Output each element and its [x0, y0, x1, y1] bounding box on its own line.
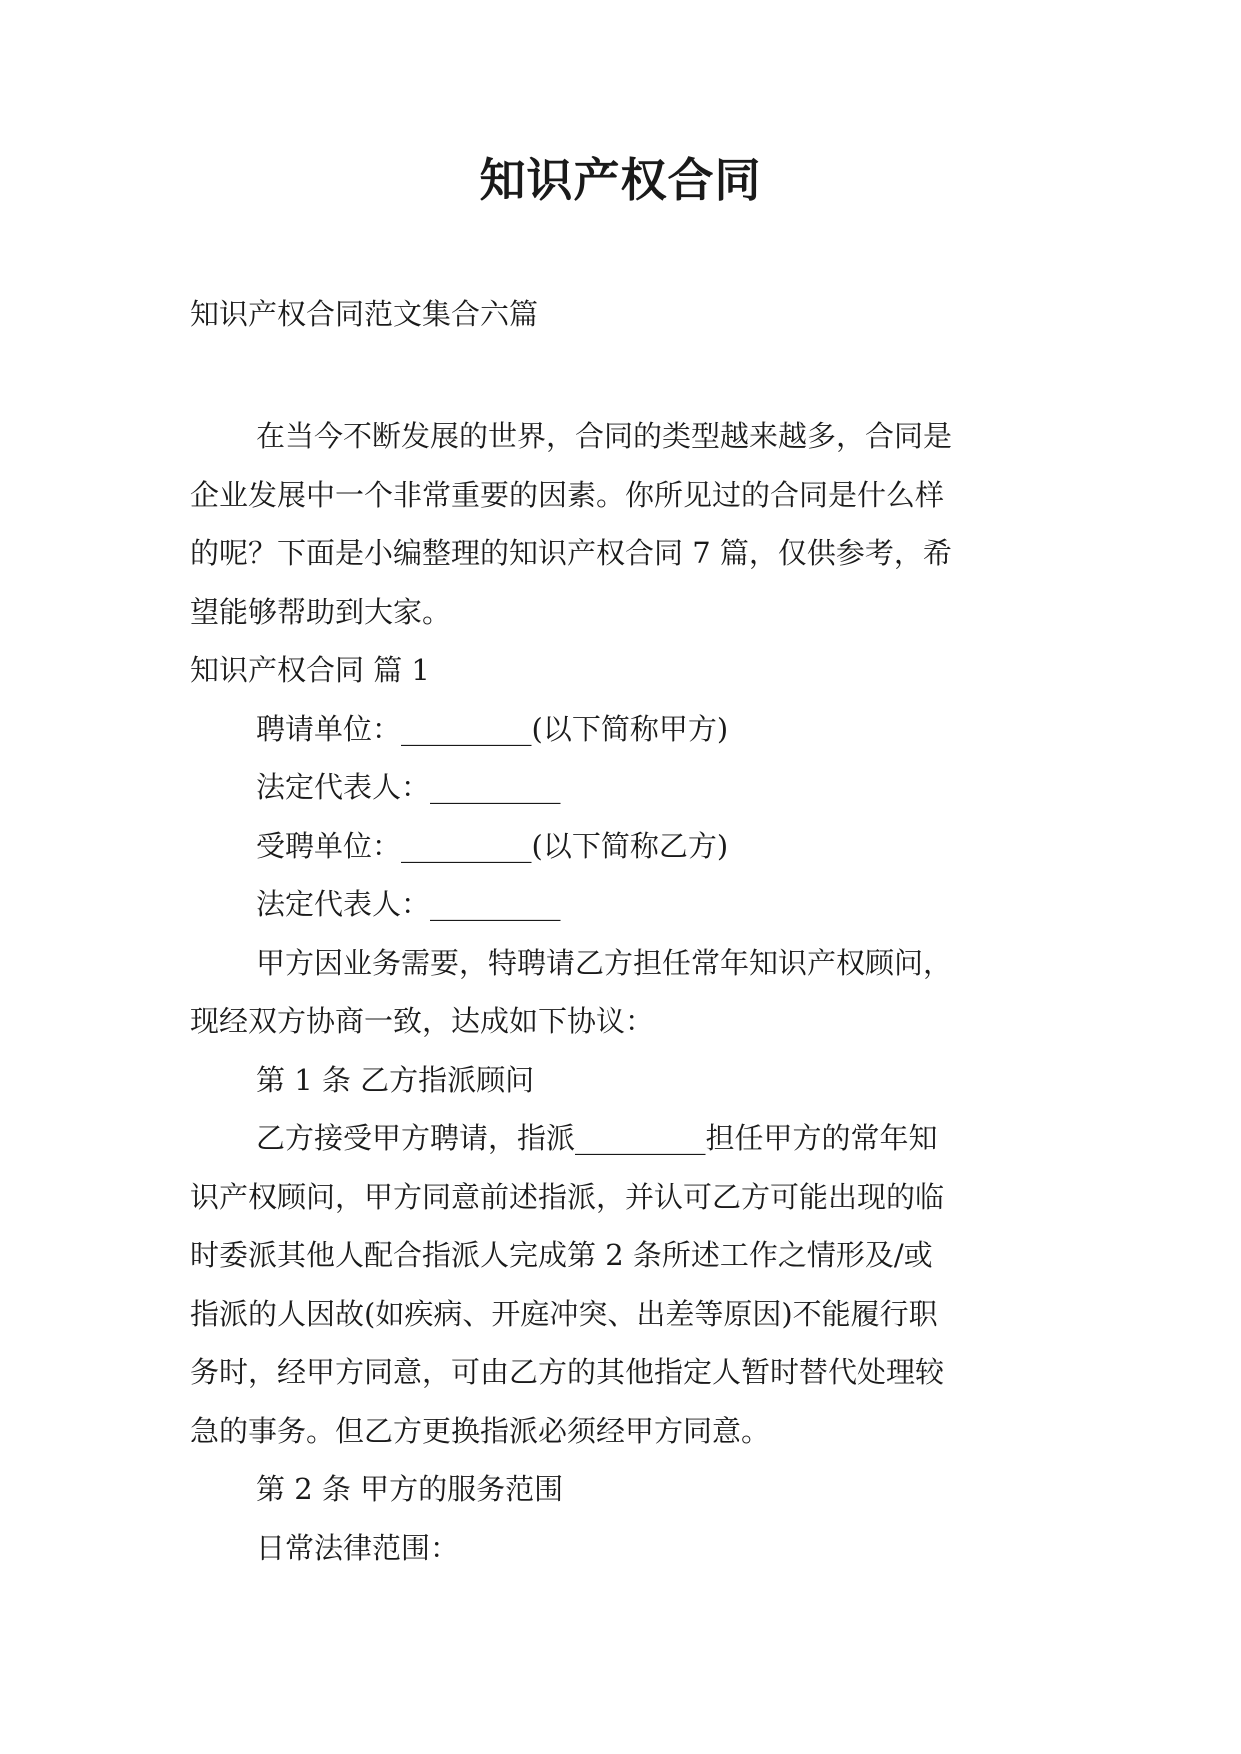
body-text-line: 的呢？下面是小编整理的知识产权合同 7 篇，仅供参考，希: [190, 536, 952, 570]
body-text-line: 望能够帮助到大家。: [190, 594, 452, 629]
body-text-line: 法定代表人：_________: [256, 770, 561, 804]
body-text-line: 日常法律范围：: [256, 1530, 460, 1565]
body-text-line: 法定代表人：_________: [256, 887, 561, 921]
body-text-line: 时委派其他人配合指派人完成第 2 条所述工作之情形及/或: [190, 1238, 933, 1272]
body-text-line: 现经双方协商一致，达成如下协议：: [190, 1004, 655, 1038]
body-text-line: 知识产权合同 篇 1: [190, 653, 430, 687]
body-text-line: 第 2 条 甲方的服务范围: [256, 1472, 564, 1506]
document-title: 知识产权合同: [479, 153, 762, 207]
body-text-line: 第 1 条 乙方指派顾问: [256, 1062, 535, 1097]
body-text-line: 乙方接受甲方聘请，指派_________担任甲方的常年知: [256, 1121, 938, 1155]
document-subtitle: 知识产权合同范文集合六篇: [190, 297, 539, 331]
body-text-line: 在当今不断发展的世界，合同的类型越来越多，合同是: [256, 419, 953, 453]
body-text-line: 指派的人因故(如疾病、开庭冲突、出差等原因)不能履行职: [190, 1296, 938, 1331]
body-text-line: 企业发展中一个非常重要的因素。你所见过的合同是什么样: [190, 477, 945, 512]
body-text-line: 受聘单位：_________(以下简称乙方): [256, 828, 729, 863]
body-text-line: 聘请单位：_________(以下简称甲方): [256, 711, 729, 746]
document-body: [190, 407, 1070, 1577]
body-text-line: 识产权顾问，甲方同意前述指派，并认可乙方可能出现的临: [190, 1179, 945, 1214]
body-text-line: 甲方因业务需要，特聘请乙方担任常年知识产权顾问，: [256, 945, 953, 980]
body-text-line: 急的事务。但乙方更换指派必须经甲方同意。: [190, 1413, 771, 1448]
body-text-line: 务时，经甲方同意，可由乙方的其他指定人暂时替代处理较: [190, 1355, 945, 1389]
